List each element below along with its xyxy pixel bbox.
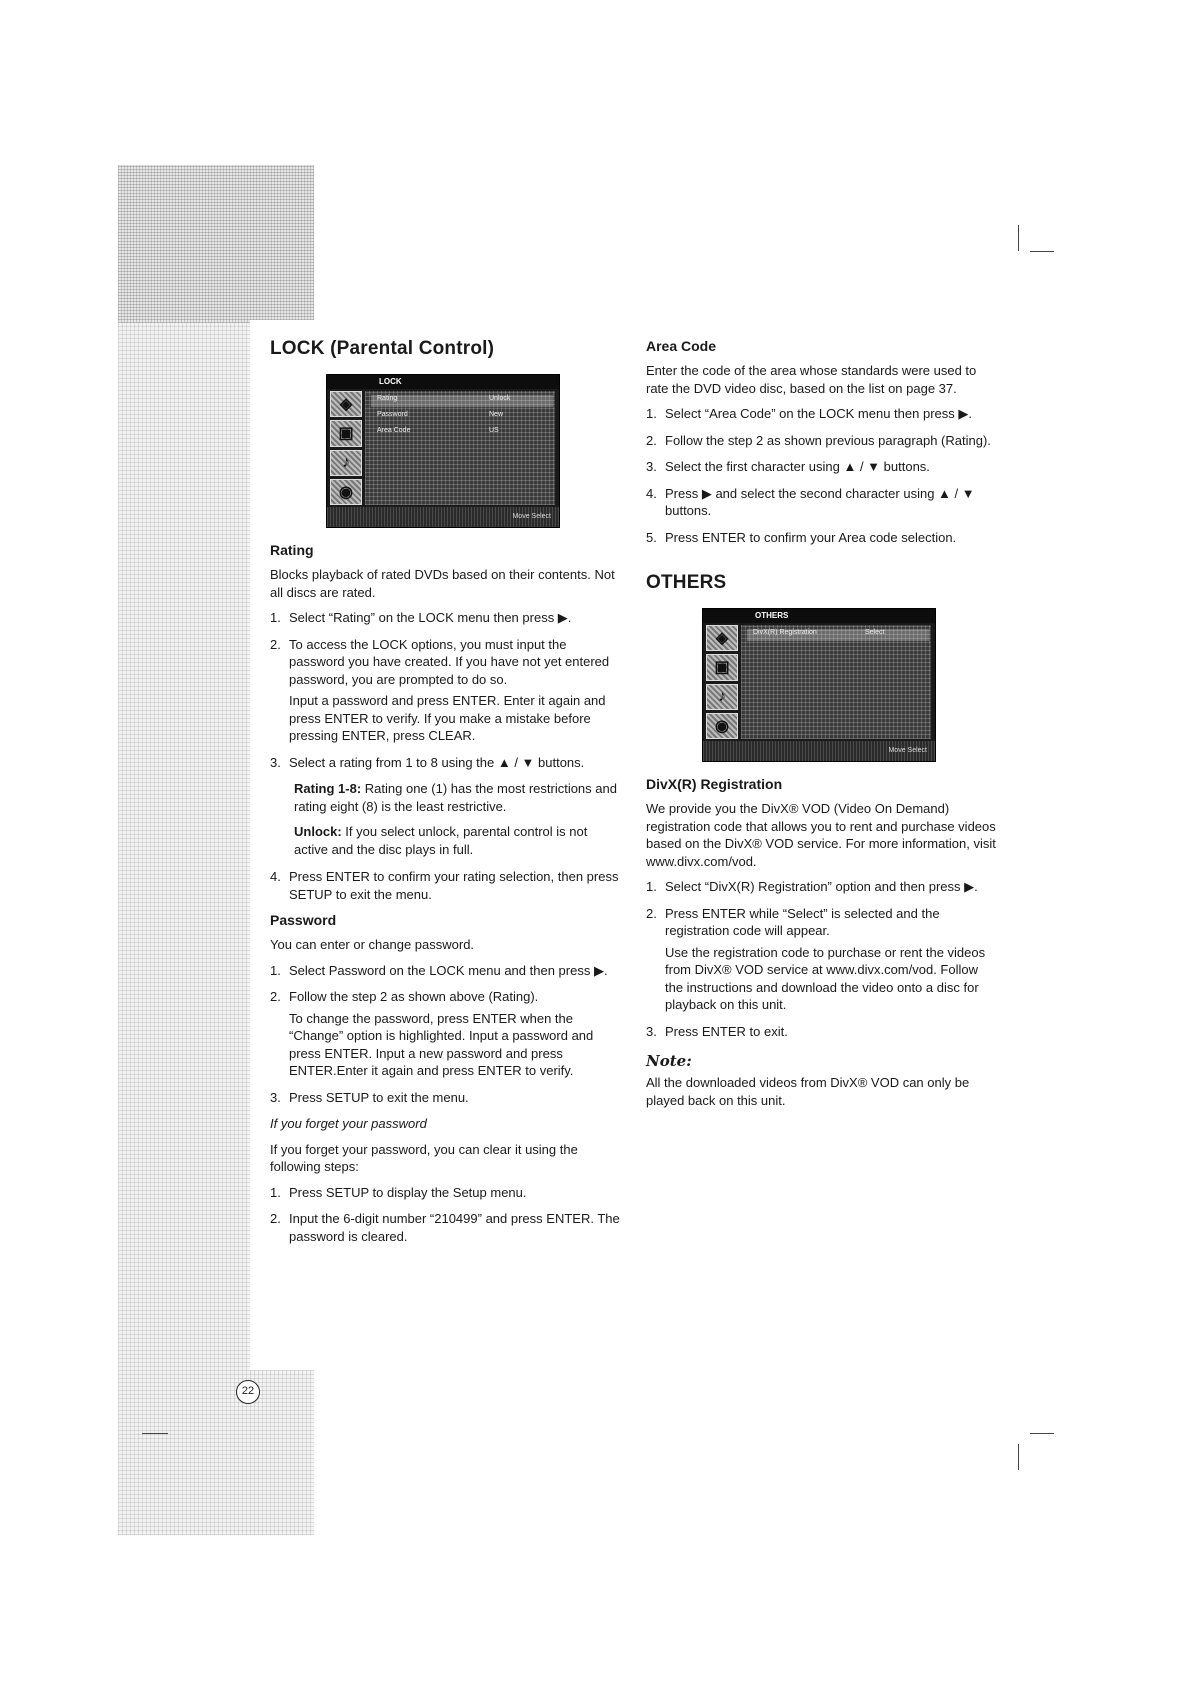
area-code-heading: Area Code [646, 338, 717, 354]
page-number: 22 [236, 1380, 260, 1404]
forget-password-intro: If you forget your password, you can clear it using the following steps: [270, 1141, 578, 1174]
lock-menu-row-area-code: Area Code US [377, 427, 499, 434]
note-title: Note: [646, 1052, 692, 1070]
password-steps [270, 962, 622, 1107]
list-item: 1. Select Password on the LOCK menu and then press ▶. [270, 962, 608, 978]
lock-menu-icons [330, 391, 362, 505]
audio-icon: ♪ [706, 684, 738, 710]
list-item: 1. Press SETUP to display the Setup menu. [270, 1184, 527, 1200]
rating-steps [270, 609, 622, 771]
left-column [270, 338, 622, 1254]
lock-menu-title: LOCK [327, 375, 559, 389]
forget-password-steps [270, 1184, 622, 1246]
forget-password-title: If you forget your password [270, 1116, 427, 1131]
password-intro: You can enter or change password. [270, 937, 475, 952]
rating-heading: Rating [270, 542, 314, 558]
list-item: 1. Select “Area Code” on the LOCK menu then press ▶. [646, 406, 972, 421]
crop-mark [142, 1433, 168, 1434]
crop-mark [1018, 1444, 1019, 1470]
list-item: 2. Follow the step 2 as shown above (Rating). To change the password, press ENTER when the “Change” option is highlighted. Input a password and press ENTER. Input a new password and press ENTER.Enter it again and press ENTER to verify. [270, 989, 594, 1078]
list-item: 1. Select “Rating” on the LOCK menu then press ▶. [270, 610, 572, 625]
divx-heading: DivX(R) Registration [646, 776, 783, 792]
right-column [646, 338, 998, 1117]
crop-mark [1030, 251, 1054, 252]
note-text: All the downloaded videos from DivX® VOD can only be played back on this unit. [646, 1075, 970, 1108]
crop-mark [1030, 1433, 1054, 1434]
display-icon: ▣ [330, 420, 362, 446]
lock-heading: LOCK (Parental Control) [270, 338, 495, 359]
rating-intro: Blocks playback of rated DVDs based on their contents. Not all discs are rated. [270, 567, 615, 600]
divx-intro: We provide you the DivX® VOD (Video On Demand) registration code that allows you to rent and purchase videos based on the DivX® VOD service. For more information, visit www.divx.com/vod. [646, 801, 996, 869]
list-item: 3. Press ENTER to exit. [646, 1023, 788, 1039]
crop-mark [1018, 225, 1019, 251]
rating-step-4 [270, 868, 622, 903]
list-item: 2. To access the LOCK options, you must input the password you have created. If you have not yet entered password, you are prompted to do so. Input a password and press ENTER. Enter it again and press ENTER to verify. If you make a mistake before pressing ENTER, press CLEAR. [270, 636, 610, 743]
others-menu-row-divx: DivX(R) Registration Select [747, 629, 929, 641]
rating-1-8-desc: Rating 1-8: Rating one (1) has the most restrictions and rating eight (8) is the least restrictive. [294, 781, 617, 814]
display-icon: ▣ [706, 654, 738, 680]
others-menu-title: OTHERS [703, 609, 935, 623]
lock-icon: ◉ [706, 713, 738, 739]
others-menu-body [741, 625, 931, 739]
decorative-band-header [118, 165, 314, 323]
list-item: 4. Press ▶ and select the second character using ▲ / ▼ buttons. [646, 485, 975, 518]
lock-menu-footer: Move Select [327, 507, 559, 527]
audio-icon: ♪ [330, 450, 362, 476]
divx-steps [646, 878, 998, 1040]
others-menu-screenshot [702, 608, 936, 762]
list-item: 2. Follow the step 2 as shown previous paragraph (Rating). [646, 432, 991, 448]
others-menu-icons [706, 625, 738, 739]
lock-menu-screenshot [326, 374, 560, 528]
list-item: 2. Input the 6-digit number “210499” and press ENTER. The password is cleared. [270, 1211, 620, 1244]
list-item: 3. Press SETUP to exit the menu. [270, 1089, 469, 1105]
list-item: 1. Select “DivX(R) Registration” option and then press ▶. [646, 879, 978, 894]
lock-menu-row-rating: Rating Unlock [371, 395, 553, 407]
others-heading: OTHERS [646, 572, 727, 593]
list-item: 4. Press ENTER to confirm your rating selection, then press SETUP to exit the menu. [270, 869, 619, 902]
list-item: 3. Select a rating from 1 to 8 using the ▲ / ▼ buttons. [270, 754, 585, 770]
list-item: 2. Press ENTER while “Select” is selected and the registration code will appear. Use the registration code to purchase or rent the videos from DivX® VOD service at www.divx.com/vod. Follow the instructions and download the video onto a disc for playback on this unit. [646, 905, 986, 1012]
area-code-steps [646, 405, 998, 546]
others-menu-footer: Move Select [703, 741, 935, 761]
lock-icon: ◉ [330, 479, 362, 505]
password-heading: Password [270, 912, 337, 928]
lock-menu-row-password: Password New [377, 411, 504, 418]
disc-icon: ◈ [706, 625, 738, 651]
area-code-intro: Enter the code of the area whose standards were used to rate the DVD video disc, based on the list on page 37. [646, 363, 977, 396]
disc-icon: ◈ [330, 391, 362, 417]
list-item: 5. Press ENTER to confirm your Area code selection. [646, 529, 957, 545]
unlock-desc: Unlock: If you select unlock, parental control is not active and the disc plays in full. [294, 824, 588, 857]
list-item: 3. Select the first character using ▲ / ▼ buttons. [646, 459, 930, 474]
lock-menu-body [365, 391, 555, 505]
